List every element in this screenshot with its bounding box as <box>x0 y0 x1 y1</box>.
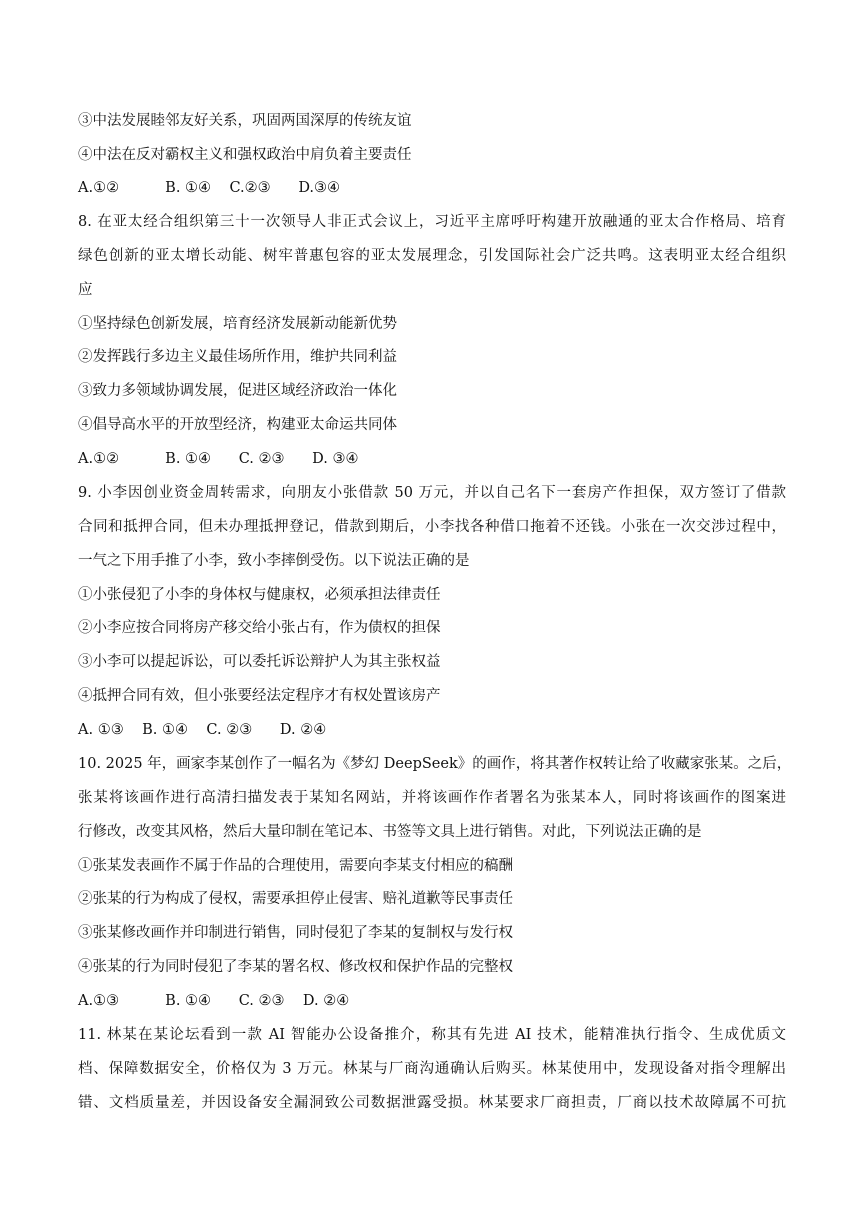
question-8-text: 应 <box>78 282 93 298</box>
option-line: ①张某发表画作不属于作品的合理使用，需要向李某支付相应的稿酬 <box>78 858 513 874</box>
answer-choices: A.①② B. ①④ C. ②③ D. ③④ <box>78 451 359 467</box>
question-9-text: 一气之下用手推了小李，致小李摔倒受伤。以下说法正确的是 <box>78 553 470 569</box>
answer-choices: A.①③ B. ①④ C. ②③ D. ②④ <box>78 993 350 1009</box>
option-line: ①小张侵犯了小李的身体权与健康权，必须承担法律责任 <box>78 587 441 603</box>
option-line: ①坚持绿色创新发展，培育经济发展新动能新优势 <box>78 316 397 332</box>
question-8-text: 8. 在亚太经合组织第三十一次领导人非正式会议上，习近平主席呼吁构建开放融通的亚太合作格局、培育 <box>78 214 786 230</box>
answer-choices: A. ①③ B. ①④ C. ②③ D. ②④ <box>78 722 327 738</box>
answer-choices: A.①② B. ①④ C.②③ D.③④ <box>78 180 341 196</box>
question-11-text: 11. 林某在某论坛看到一款 AI 智能办公设备推介，称其有先进 AI 技术，能精准执行指令、生成优质文 <box>78 1027 786 1043</box>
question-10-text: 10. 2025 年，画家李某创作了一幅名为《梦幻 DeepSeek》的画作，将其著作权转让给了收藏家张某。之后， <box>78 756 792 772</box>
option-line: ③致力多领域协调发展，促进区域经济政治一体化 <box>78 383 397 399</box>
option-line: ③小李可以提起诉讼，可以委托诉讼辩护人为其主张权益 <box>78 654 441 670</box>
question-8-text: 绿色创新的亚太增长动能、树牢普惠包容的亚太发展理念，引发国际社会广泛共鸣。这表明亚太经合组织 <box>78 248 786 264</box>
option-line: ④倡导高水平的开放型经济，构建亚太命运共同体 <box>78 417 397 433</box>
option-line: ③张某修改画作并印制进行销售，同时侵犯了李某的复制权与发行权 <box>78 925 513 941</box>
question-9-text: 9. 小李因创业资金周转需求，向朋友小张借款 50 万元，并以自己名下一套房产作担保，双方签订了借款 <box>78 485 786 501</box>
option-line: ④中法在反对霸权主义和强权政治中肩负着主要责任 <box>78 147 412 163</box>
option-line: ④张某的行为同时侵犯了李某的署名权、修改权和保护作品的完整权 <box>78 959 513 975</box>
option-line: ②发挥践行多边主义最佳场所作用，维护共同利益 <box>78 349 397 365</box>
option-line: ④抵押合同有效，但小张要经法定程序才有权处置该房产 <box>78 688 441 704</box>
question-9-text: 合同和抵押合同，但未办理抵押登记，借款到期后，小李找各种借口拖着不还钱。小张在一次交涉过程中， <box>78 519 786 535</box>
question-11-text: 档、保障数据安全，价格仅为 3 万元。林某与厂商沟通确认后购买。林某使用中，发现设备对指令理解出 <box>78 1061 786 1077</box>
option-line: ②张某的行为构成了侵权，需要承担停止侵害、赔礼道歉等民事责任 <box>78 891 513 907</box>
question-10-text: 行修改，改变其风格，然后大量印制在笔记本、书签等文具上进行销售。对此，下列说法正确的是 <box>78 824 702 840</box>
option-line: ②小李应按合同将房产移交给小张占有，作为债权的担保 <box>78 620 441 636</box>
option-line: ③中法发展睦邻友好关系，巩固两国深厚的传统友谊 <box>78 113 412 129</box>
question-10-text: 张某将该画作进行高清扫描发表于某知名网站，并将该画作作者署名为张某本人，同时将该画作的图案进 <box>78 790 786 806</box>
question-11-text: 错、文档质量差，并因设备安全漏洞致公司数据泄露受损。林某要求厂商担责，厂商以技术故障属不可抗 <box>78 1095 786 1111</box>
